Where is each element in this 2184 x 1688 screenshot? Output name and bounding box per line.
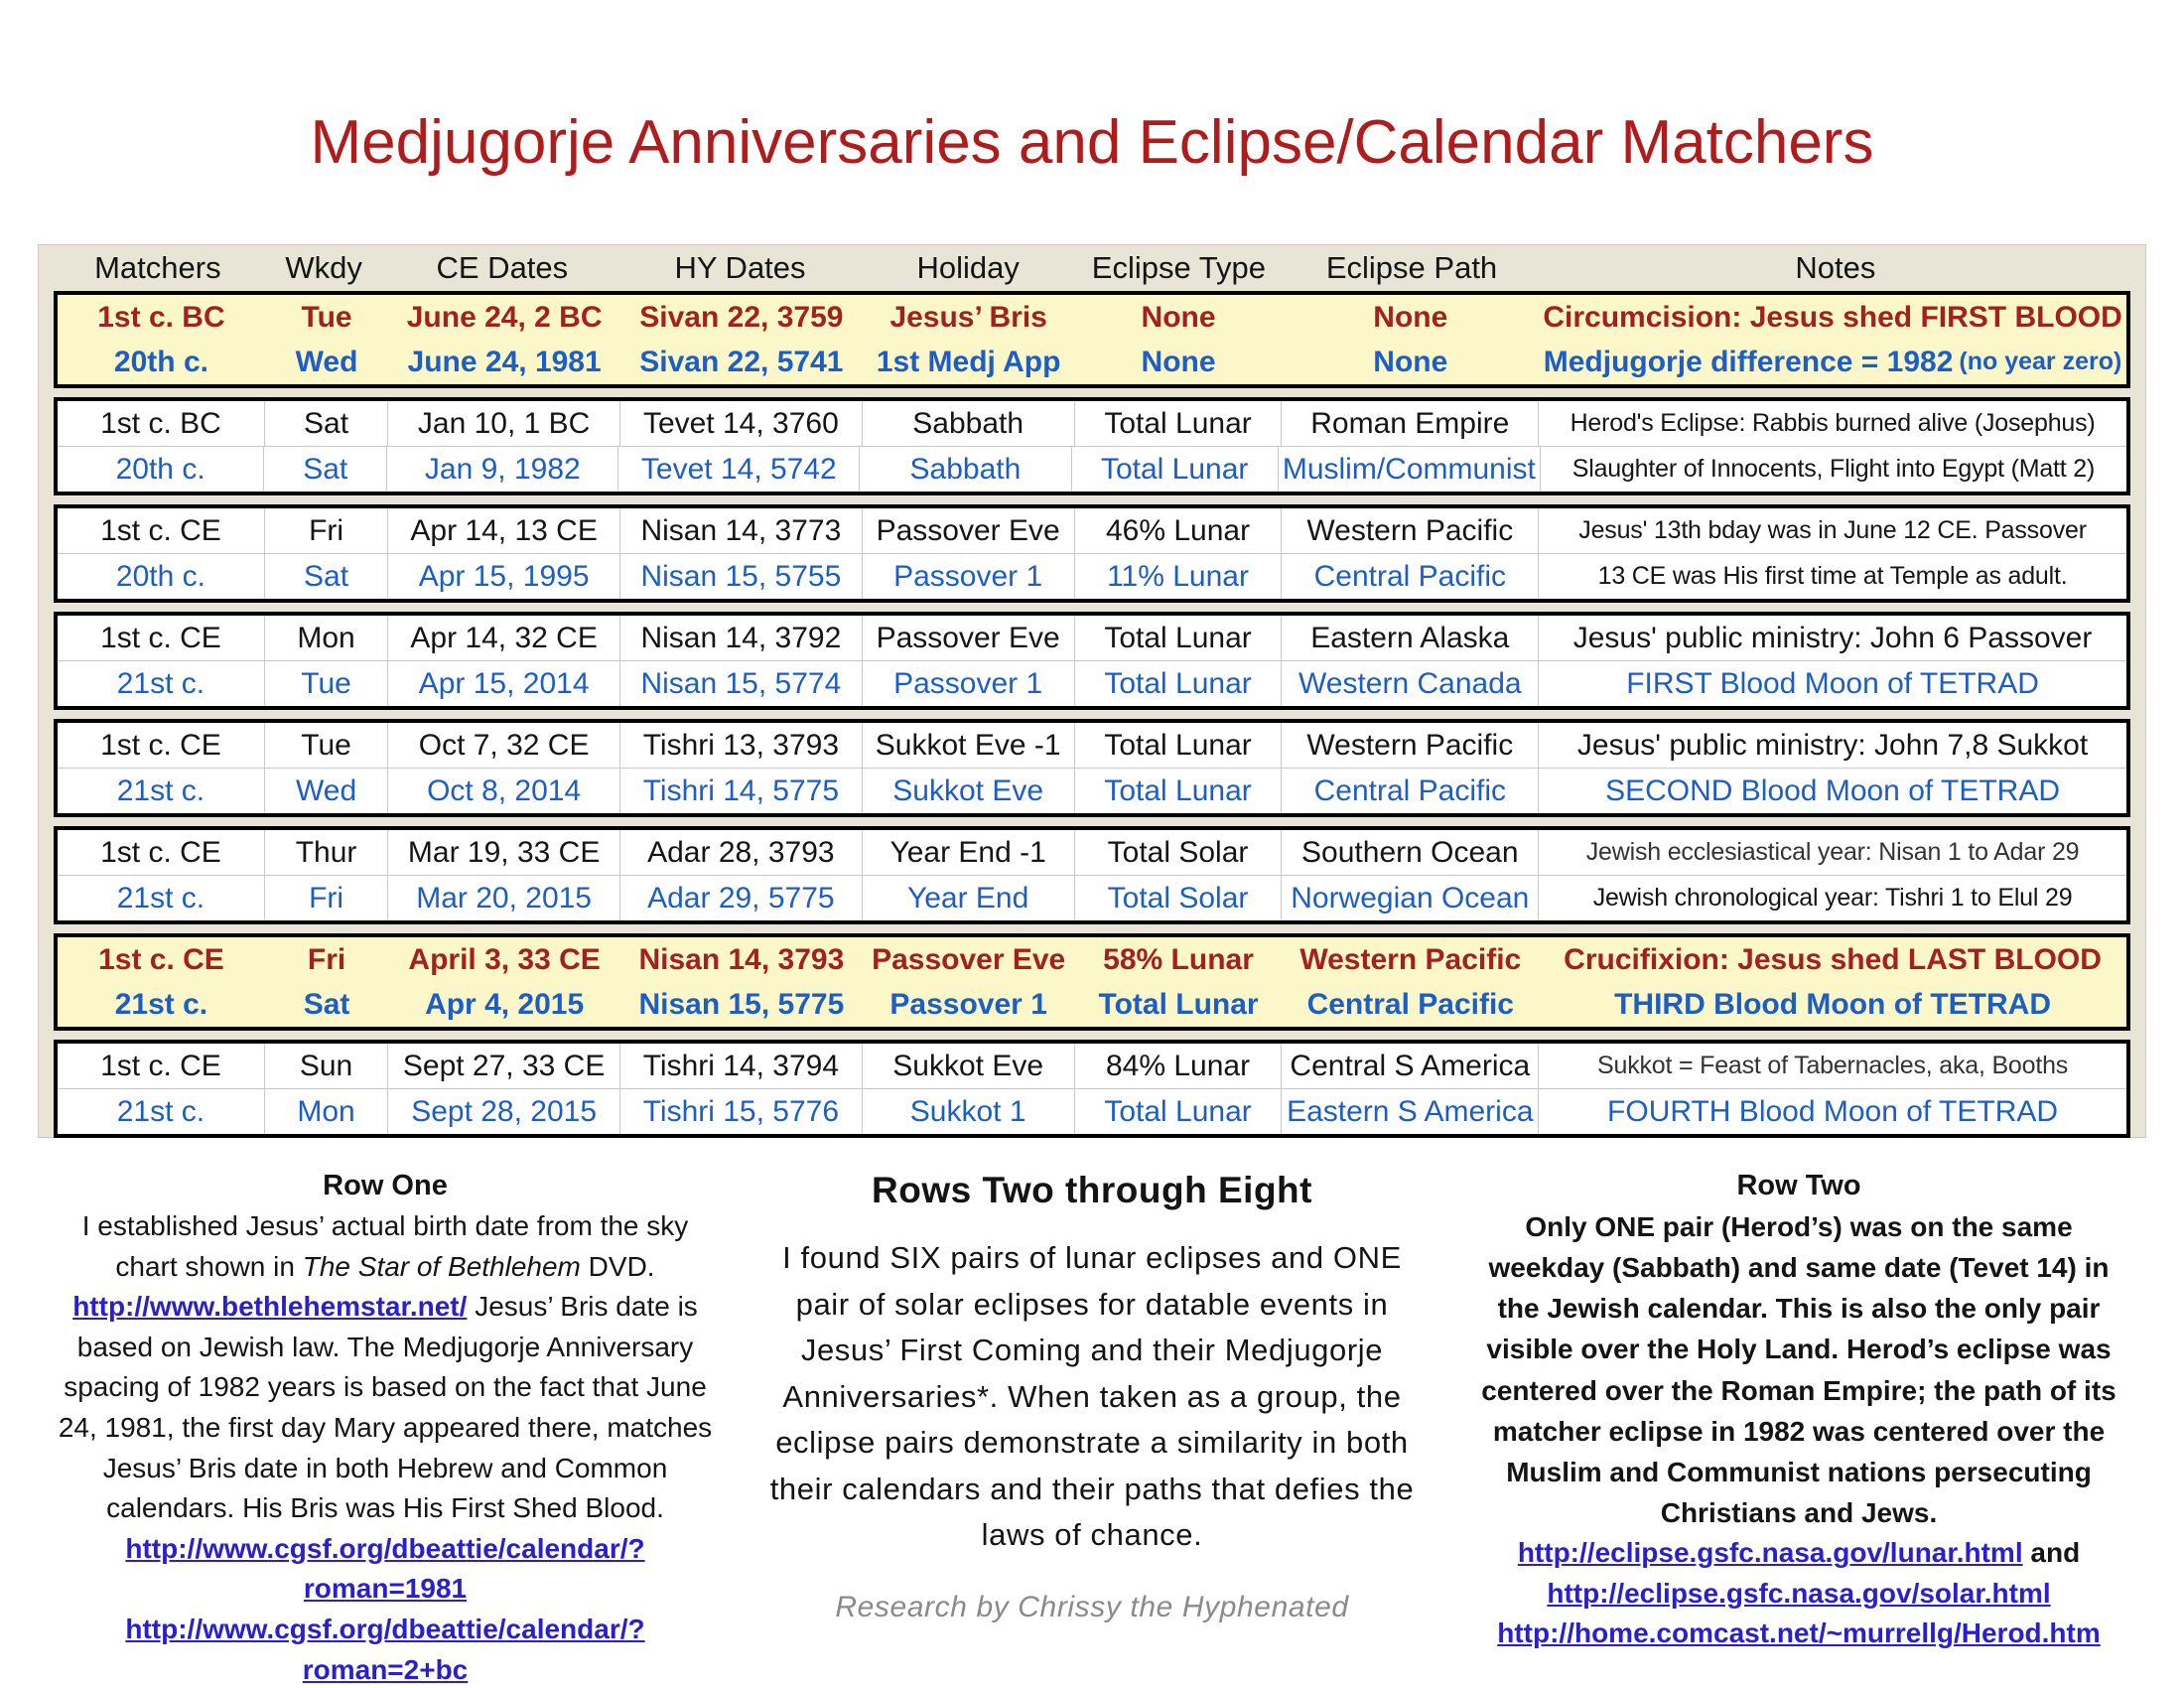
cell-ce-date: Apr 15, 2014 xyxy=(388,661,620,706)
footnote-text: DVD. xyxy=(580,1250,655,1282)
cell-notes xyxy=(1539,876,2126,920)
cell-eclipse-path: Western Pacific xyxy=(1282,508,1539,553)
cell-hy-date: Nisan 14, 3793 xyxy=(638,942,845,976)
cell-eclipse-type: Total Lunar xyxy=(1075,723,1283,768)
cell-eclipse-type: None xyxy=(1141,345,1216,378)
note-text: Jewish ecclesiastical year: Nisan 1 to Adar 29 xyxy=(1585,838,2080,866)
cell-notes xyxy=(1539,723,2126,768)
cell-hy-date: Tishri 13, 3793 xyxy=(620,723,863,768)
cell-wkdy: Sat xyxy=(264,447,387,492)
footnote-text: Jesus’ Bris date is based on Jewish law. The Medjugorje Anniversary spacing of 1982 years is based on the fact that June 24, 1981, the first day Mary appeared there, matches Jesus’ Bris date in both Hebrew and Common calendars. His Bris was His First Shed Blood. xyxy=(58,1291,713,1524)
cell-wkdy: Wed xyxy=(265,769,388,813)
cell-ce-date: Mar 19, 33 CE xyxy=(388,830,620,875)
cell-notes xyxy=(1539,937,2126,982)
cell-hy-date: Nisan 14, 3773 xyxy=(620,508,863,553)
cell-ce-date: Apr 14, 13 CE xyxy=(388,508,620,553)
table-row xyxy=(58,937,2126,982)
header-ce-dates: CE Dates xyxy=(436,250,569,285)
cell-wkdy: Fri xyxy=(265,508,388,553)
cell-eclipse-path: None xyxy=(1373,300,1448,334)
footnote-heading: Rows Two through Eight xyxy=(872,1170,1312,1210)
cell-notes xyxy=(1539,661,2126,706)
herod-comcast-link[interactable]: http://home.comcast.net/~murrellg/Herod.htm xyxy=(1497,1618,2101,1649)
cell-notes xyxy=(1539,295,2126,340)
cell-notes xyxy=(1539,401,2126,446)
footnote-book-title: The Star of Bethlehem xyxy=(302,1250,581,1282)
header-eclipse-type: Eclipse Type xyxy=(1091,250,1266,285)
cell-matchers: 21st c. xyxy=(58,1089,265,1134)
note-text: Jesus' public ministry: John 7,8 Sukkot xyxy=(1576,728,2089,762)
cell-eclipse-path: Central Pacific xyxy=(1282,769,1539,813)
note-suffix: (no year zero) xyxy=(1959,348,2122,375)
cell-notes xyxy=(1539,554,2126,599)
cell-eclipse-type: 46% Lunar xyxy=(1075,508,1283,553)
note-text: Jesus' 13th bday was in June 12 CE. Passover xyxy=(1578,516,2087,544)
header-hy-dates: HY Dates xyxy=(674,250,806,285)
cell-ce-date: Apr 15, 1995 xyxy=(388,554,620,599)
cell-ce-date: Apr 4, 2015 xyxy=(425,987,585,1021)
cell-eclipse-type: Total Lunar xyxy=(1075,661,1283,706)
cell-hy-date: Tishri 14, 5775 xyxy=(620,769,863,813)
header-holiday: Holiday xyxy=(916,250,1020,285)
cell-hy-date: Adar 28, 3793 xyxy=(620,830,863,875)
cell-wkdy: Tue xyxy=(265,723,388,768)
note-text: Crucifixion: Jesus shed LAST BLOOD xyxy=(1564,942,2102,976)
table-header-row xyxy=(54,245,2130,291)
cell-matchers: 1st c. BC xyxy=(58,401,265,446)
cell-holiday: Year End xyxy=(863,876,1075,920)
cell-matchers: 21st c. xyxy=(114,987,208,1021)
footnote-text: I established Jesus’ actual birth date from the sky chart shown in xyxy=(81,1210,689,1282)
footnote-rows-two-through-eight xyxy=(764,1170,1420,1624)
cell-matchers: 20th c. xyxy=(113,345,208,378)
cell-notes xyxy=(1539,1044,2126,1088)
cell-matchers: 1st c. CE xyxy=(58,723,265,768)
cell-eclipse-type: Total Lunar xyxy=(1075,769,1283,813)
cell-matchers: 21st c. xyxy=(58,876,265,920)
cell-hy-date: Tishri 14, 3794 xyxy=(620,1044,863,1088)
table-group xyxy=(54,291,2130,388)
cell-wkdy: Mon xyxy=(265,616,388,660)
table-row xyxy=(58,769,2126,813)
cell-eclipse-path: Norwegian Ocean xyxy=(1282,876,1539,920)
cell-eclipse-path: None xyxy=(1373,345,1448,378)
cell-wkdy: Fri xyxy=(307,942,346,976)
nasa-lunar-link[interactable]: http://eclipse.gsfc.nasa.gov/lunar.html xyxy=(1517,1537,2023,1569)
cell-notes xyxy=(1539,340,2126,384)
cell-wkdy: Sat xyxy=(265,401,388,446)
cell-eclipse-type: Total Lunar xyxy=(1072,447,1279,492)
cell-ce-date: Jan 9, 1982 xyxy=(387,447,618,492)
cell-eclipse-type: 11% Lunar xyxy=(1075,554,1283,599)
cell-eclipse-path: Central Pacific xyxy=(1282,554,1539,599)
cell-notes xyxy=(1539,616,2126,660)
cell-ce-date: Sept 27, 33 CE xyxy=(388,1044,620,1088)
cell-eclipse-path: Western Pacific xyxy=(1282,723,1539,768)
table-row xyxy=(58,401,2126,447)
cell-hy-date: Nisan 15, 5775 xyxy=(638,987,845,1021)
footnote-heading: Row One xyxy=(323,1170,448,1201)
footnote-body: I found SIX pairs of lunar eclipses and ONE pair of solar eclipses for datable events in Jesus’ First Coming and their Medjugorje Anniversaries*. When taken as a group, the eclipse pairs demonstrate a similarity in both their calendars and their paths that defies the laws of chance. xyxy=(769,1240,1415,1552)
cgsf-1981-link[interactable]: http://www.cgsf.org/dbeattie/calendar/?roman=1981 xyxy=(125,1532,645,1605)
footnote-body xyxy=(58,1206,713,1529)
cell-ce-date: Oct 7, 32 CE xyxy=(388,723,620,768)
cell-holiday: Passover Eve xyxy=(872,942,1066,976)
cell-holiday: 1st Medj App xyxy=(876,345,1061,378)
table-group xyxy=(54,397,2130,495)
table-row xyxy=(58,616,2126,661)
cell-eclipse-path: Roman Empire xyxy=(1282,401,1539,446)
cell-hy-date: Tevet 14, 3760 xyxy=(620,401,863,446)
table-row xyxy=(58,340,2126,384)
cell-ce-date: Oct 8, 2014 xyxy=(388,769,620,813)
table-group xyxy=(54,504,2130,603)
table-row xyxy=(58,723,2126,769)
footnote-row-one xyxy=(58,1170,713,1688)
cell-eclipse-type: Total Solar xyxy=(1075,830,1283,875)
header-wkdy: Wkdy xyxy=(285,250,362,285)
table-group xyxy=(54,612,2130,710)
note-text: FOURTH Blood Moon of TETRAD xyxy=(1607,1094,2059,1128)
cell-eclipse-type: Total Solar xyxy=(1075,876,1283,920)
cell-notes xyxy=(1539,982,2126,1027)
note-text: Circumcision: Jesus shed FIRST BLOOD xyxy=(1543,300,2122,334)
cell-wkdy: Tue xyxy=(265,661,388,706)
cell-holiday: Sabbath xyxy=(860,447,1071,492)
cgsf-2bc-link[interactable]: http://www.cgsf.org/dbeattie/calendar/?roman=2+bc xyxy=(125,1613,645,1685)
table-group xyxy=(54,933,2130,1031)
note-text: 13 CE was His first time at Temple as adult. xyxy=(1597,562,2068,590)
cell-wkdy: Thur xyxy=(265,830,388,875)
cell-eclipse-type: Total Lunar xyxy=(1075,401,1283,446)
bethlehemstar-link[interactable]: http://www.bethlehemstar.net/ xyxy=(72,1291,468,1323)
cell-hy-date: Nisan 15, 5774 xyxy=(620,661,863,706)
cell-ce-date: Sept 28, 2015 xyxy=(388,1089,620,1134)
table-groups xyxy=(54,291,2130,1138)
table-row xyxy=(58,554,2126,599)
table-row xyxy=(58,508,2126,554)
cell-wkdy: Mon xyxy=(265,1089,388,1134)
cell-hy-date: Adar 29, 5775 xyxy=(620,876,863,920)
cell-matchers: 1st c. CE xyxy=(58,830,265,875)
cell-holiday: Jesus’ Bris xyxy=(889,300,1047,334)
cell-matchers: 20th c. xyxy=(58,447,264,492)
footnote-row-two xyxy=(1471,1170,2126,1654)
cell-ce-date: June 24, 2 BC xyxy=(406,300,603,334)
table-row xyxy=(58,830,2126,876)
note-text: THIRD Blood Moon of TETRAD xyxy=(1614,987,2052,1021)
note-text: Jesus' public ministry: John 6 Passover xyxy=(1572,621,2093,654)
cell-eclipse-type: Total Lunar xyxy=(1098,987,1259,1021)
cell-notes xyxy=(1539,830,2126,875)
cell-holiday: Passover Eve xyxy=(863,616,1075,660)
header-matchers: Matchers xyxy=(94,250,221,285)
cell-wkdy: Sat xyxy=(265,554,388,599)
cell-eclipse-path: Southern Ocean xyxy=(1282,830,1539,875)
table-group xyxy=(54,1040,2130,1138)
research-credit: Research by Chrissy the Hyphenated xyxy=(835,1590,1349,1623)
table-row xyxy=(58,876,2126,920)
cell-notes xyxy=(1539,1089,2126,1134)
cell-ce-date: Mar 20, 2015 xyxy=(388,876,620,920)
cell-wkdy: Fri xyxy=(265,876,388,920)
cell-eclipse-path: Central Pacific xyxy=(1306,987,1514,1021)
note-text: Sukkot = Feast of Tabernacles, aka, Booths xyxy=(1597,1052,2069,1079)
note-text: SECOND Blood Moon of TETRAD xyxy=(1605,774,2061,807)
note-text: Medjugorje difference = 1982 xyxy=(1543,345,1954,378)
cell-wkdy: Tue xyxy=(301,300,352,334)
cell-hy-date: Sivan 22, 3759 xyxy=(639,300,844,334)
table-group xyxy=(54,826,2130,924)
cell-eclipse-type: 58% Lunar xyxy=(1103,942,1254,976)
cell-eclipse-type: 84% Lunar xyxy=(1075,1044,1283,1088)
cell-holiday: Sukkot Eve xyxy=(863,1044,1075,1088)
cell-notes xyxy=(1539,769,2126,813)
cell-holiday: Passover 1 xyxy=(863,554,1075,599)
cell-ce-date: June 24, 1981 xyxy=(407,345,602,378)
note-text: Herod's Eclipse: Rabbis burned alive (Josephus) xyxy=(1570,409,2096,437)
cell-hy-date: Tevet 14, 5742 xyxy=(618,447,860,492)
cell-matchers: 1st c. CE xyxy=(98,942,224,976)
cell-holiday: Sabbath xyxy=(863,401,1075,446)
cell-eclipse-path: Eastern S America xyxy=(1282,1089,1539,1134)
cell-matchers: 1st c. CE xyxy=(58,616,265,660)
cell-eclipse-path: Western Canada xyxy=(1282,661,1539,706)
cell-eclipse-type: Total Lunar xyxy=(1075,616,1283,660)
cell-eclipse-type: Total Lunar xyxy=(1075,1089,1283,1134)
table-row xyxy=(58,1044,2126,1089)
cell-holiday: Year End -1 xyxy=(863,830,1075,875)
cell-ce-date: Jan 10, 1 BC xyxy=(388,401,620,446)
table-row xyxy=(58,982,2126,1027)
cell-holiday: Sukkot Eve xyxy=(863,769,1075,813)
footnote-heading: Row Two xyxy=(1736,1170,1861,1201)
nasa-solar-link[interactable]: http://eclipse.gsfc.nasa.gov/solar.html xyxy=(1547,1577,2051,1609)
cell-hy-date: Tishri 15, 5776 xyxy=(620,1089,863,1134)
cell-ce-date: April 3, 33 CE xyxy=(408,942,601,976)
cell-matchers: 21st c. xyxy=(58,769,265,813)
cell-matchers: 1st c. BC xyxy=(97,300,225,334)
header-notes: Notes xyxy=(1795,250,1876,285)
note-text: Jewish chronological year: Tishri 1 to Elul 29 xyxy=(1592,884,2073,912)
cell-holiday: Passover 1 xyxy=(863,661,1075,706)
cell-holiday: Passover 1 xyxy=(889,987,1047,1021)
cell-hy-date: Sivan 22, 5741 xyxy=(639,345,844,378)
cell-matchers: 1st c. CE xyxy=(58,1044,265,1088)
cell-wkdy: Sun xyxy=(265,1044,388,1088)
cell-eclipse-path: Eastern Alaska xyxy=(1282,616,1539,660)
cell-ce-date: Apr 14, 32 CE xyxy=(388,616,620,660)
cell-holiday: Sukkot Eve -1 xyxy=(863,723,1075,768)
cell-eclipse-path: Western Pacific xyxy=(1299,942,1522,976)
cell-hy-date: Nisan 15, 5755 xyxy=(620,554,863,599)
cell-holiday: Sukkot 1 xyxy=(863,1089,1075,1134)
table-row xyxy=(58,295,2126,340)
table-row xyxy=(58,661,2126,706)
note-text: Slaughter of Innocents, Flight into Egypt (Matt 2) xyxy=(1571,455,2096,483)
cell-eclipse-type: None xyxy=(1141,300,1216,334)
table-panel xyxy=(38,244,2146,1138)
cell-matchers: 1st c. CE xyxy=(58,508,265,553)
table-row xyxy=(58,1089,2126,1134)
footnote-text: and xyxy=(2022,1537,2081,1569)
cell-wkdy: Wed xyxy=(295,345,358,378)
header-eclipse-path: Eclipse Path xyxy=(1325,250,1498,285)
cell-notes xyxy=(1539,508,2126,553)
cell-wkdy: Sat xyxy=(303,987,350,1021)
note-text: FIRST Blood Moon of TETRAD xyxy=(1626,666,2039,700)
table-group xyxy=(54,719,2130,817)
page-title: Medjugorje Anniversaries and Eclipse/Calendar Matchers xyxy=(310,108,1874,177)
footnote-body: Only ONE pair (Herod’s) was on the same weekday (Sabbath) and same date (Tevet 14) in the Jewish calendar. This is also the only pair visible over the Holy Land. Herod’s eclipse was centered over the Roman Empire; the path of its matcher eclipse in 1982 was centered over the Muslim and Communist nations persecuting Christians and Jews. xyxy=(1481,1211,2116,1529)
cell-matchers: 21st c. xyxy=(58,661,265,706)
cell-eclipse-path: Central S America xyxy=(1282,1044,1539,1088)
cell-notes xyxy=(1541,447,2126,492)
cell-holiday: Passover Eve xyxy=(863,508,1075,553)
cell-hy-date: Nisan 14, 3792 xyxy=(620,616,863,660)
cell-matchers: 20th c. xyxy=(58,554,265,599)
table-row xyxy=(58,447,2126,492)
cell-eclipse-path: Muslim/Communist xyxy=(1279,447,1541,492)
